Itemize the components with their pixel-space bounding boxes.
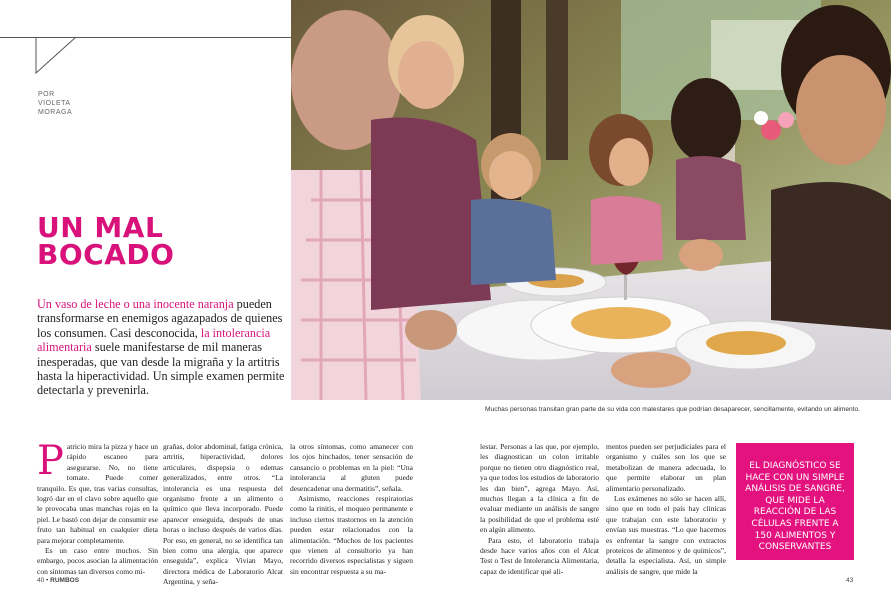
- paragraph: Asimismo, reacciones respiratorias como la rinitis, el moqueo permanente e incluso ciertos trastornos en la atención pueden estar relacionados con la alimentación. “Muchos de los pacientes que vienen al consultorio ya han recorrido diversos especialistas y siguen sin encontrar respuesta a su ma-: [290, 494, 413, 576]
- page-number-left: 40: [37, 577, 45, 584]
- lead-text-1: pueden transformarse en enemigos agazapados de quienes los consumen. Casi desconocida,: [37, 297, 283, 340]
- footer-separator: •: [46, 577, 49, 584]
- paragraph: Los exámenes no sólo se hacen allí, sino que en todo el país hay clínicas que trabajan con este laboratorio y envían sus muestras. “Lo que hacemos es enfrentar la sangre con extractos proteicos de alimentos y de químicos”, detalla la especialista. Así, un simple análisis de sangre, que mide la: [606, 494, 726, 576]
- callout-text: EL DIAGNÓSTICO SE HACE CON UN SIMPLE ANÁLISIS DE SANGRE, QUE MIDE LA REACCIÓN DE LAS CÉLULAS FRENTE A 150 ALIMENTOS Y CONSERVANTES: [745, 461, 845, 553]
- article-column-1: [37, 438, 158, 576]
- title-line-2: BOCADO: [37, 238, 175, 271]
- paragraph: lestar. Personas a las que, por ejemplo, les diagnostican un colon irritable porque no tienen otro diagnóstico real, ya que todos los estudios de laboratorio les dan bien”, agrega Mayo. Así, muchos llegan a la clínica a fin de evaluar mediante un análisis de sangre la posibilidad de que el problema esté en algún alimento.: [480, 442, 599, 535]
- lead-text-2: suele manifestarse de mil maneras inesperadas, que van desde la migraña y la artitris hasta la hiperactividad. Un simple examen permite detectarla y prevenirla.: [37, 340, 285, 398]
- photo-illustration: [291, 0, 891, 400]
- byline-line: MORAGA: [38, 109, 73, 116]
- corner-notch-decoration: [36, 37, 76, 73]
- family-dining-photo: [291, 0, 891, 400]
- byline-line: VIOLETA: [38, 100, 71, 107]
- footer-left: [37, 577, 79, 584]
- title-line-1: UN MAL: [37, 211, 164, 244]
- paragraph: Para esto, el laboratorio trabaja desde hace varios años con el Alcat Test o Test de Intolerancia Alimentaria, capaz de identificar qué ali-: [480, 535, 599, 576]
- paragraph: la otros síntomas, como amanecer con los ojos hinchados, tener sensación de cansancio o problemas en la piel: “Una intolerancia al gluten puede desencadenar una dermatitis”, señala.: [290, 442, 413, 493]
- byline: [38, 90, 118, 117]
- lead-highlight-1: Un vaso de leche o una inocente naranja: [37, 297, 234, 311]
- lead-highlight-2: la intolerancia alimentaria: [37, 325, 271, 355]
- paragraph-text: atricio mira la pizza y hace un rápido escaneo para asegurarse. No, no tiene tomate. Puede comer tranquilo. Es que, tras varias consultas, logró dar en el clavo sobre aquello que le provocaba unas manchas rojas en la piel. Le bastó con dejar de consumir ese fruto tan habitual en cualquier dieta para mejorar completamente.: [37, 442, 158, 545]
- photo-caption: Muchas personas transitan gran parte de su vida con malestares que podrían desaparecer, sencillamente, evitando un alimento.: [485, 406, 860, 413]
- article-title: [37, 211, 287, 271]
- magazine-name: RUMBOS: [50, 577, 80, 584]
- byline-line: POR: [38, 91, 55, 98]
- paragraph: mentos pueden ser perjudiciales para el organismo y cuáles son los que se metabolizan de manera adecuada, lo que permite elaborar un plan alimentario personalizado.: [606, 442, 726, 493]
- article-column-2: [163, 442, 283, 587]
- article-column-5: [606, 442, 726, 576]
- lead-paragraph: [37, 297, 287, 398]
- article-column-4: [480, 442, 599, 576]
- page-number-right: 43: [846, 577, 854, 584]
- paragraph: Es un caso entre muchos. Sin embargo, pocos asocian la alimentación con síntomas tan diversos como mi-: [37, 546, 158, 576]
- article-column-3: [290, 442, 413, 576]
- paragraph: grañas, dolor abdominal, fatiga crónica, artritis, hiperactividad, dolores articulares, dispepsia o edemas generalizados, entre otros. “La intolerancia es una respuesta del organismo frente a un alimento o químico que lleva incorporado. Puede aparecer enseguida, después de unas horas o incluso después de varios días. Por eso, en general, no se identifica tan bien como una alergia, que aparece enseguida”, explica Vivian Mayo, directora médica de Laboratorio Alcat Argentina, y seña-: [163, 442, 283, 587]
- drop-cap: P: [37, 438, 64, 484]
- paragraph: [37, 438, 158, 546]
